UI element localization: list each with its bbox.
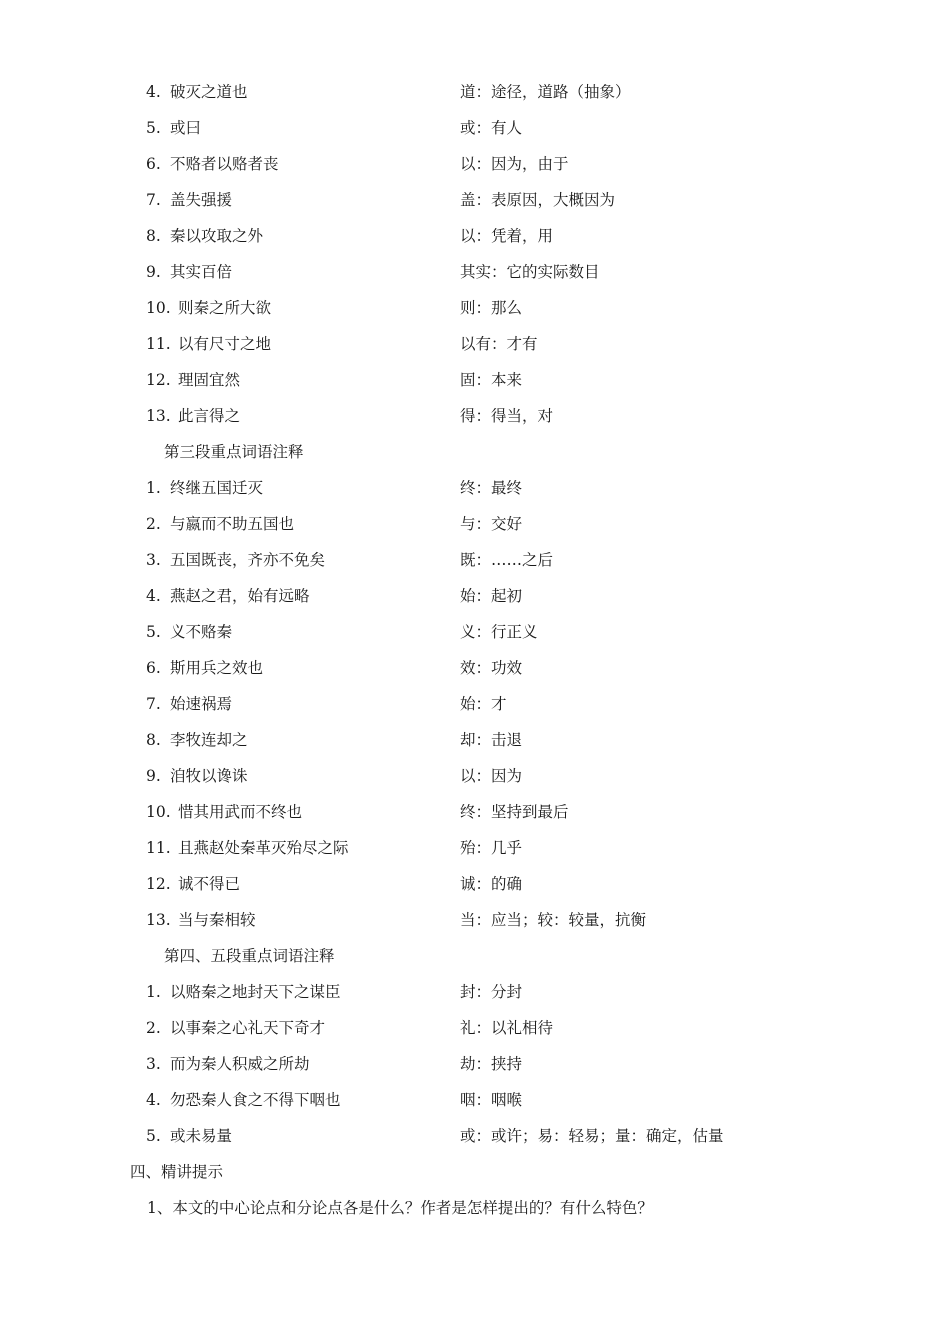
vocab-gloss: 以有：才有 (460, 335, 538, 353)
vocab-term-text: 而为秦人积威之所劫 (170, 1055, 310, 1073)
vocab-gloss: 礼：以礼相待 (460, 1019, 554, 1037)
vocab-term (146, 578, 310, 614)
vocab-term-text: 终继五国迁灭 (170, 479, 264, 497)
vocab-term-text: 破灭之道也 (170, 83, 248, 101)
vocab-term-text: 与嬴而不助五国也 (170, 515, 295, 533)
vocab-row (0, 326, 950, 362)
vocab-term (146, 866, 240, 902)
vocab-term (146, 1010, 325, 1046)
vocab-term (146, 1046, 310, 1082)
vocab-term-text: 李牧连却之 (170, 731, 248, 749)
vocab-gloss: 与：交好 (460, 515, 523, 533)
vocab-gloss: 固：本来 (460, 371, 523, 389)
vocab-term (146, 758, 248, 794)
vocab-gloss: 效：功效 (460, 659, 523, 677)
vocab-gloss: 或：有人 (460, 119, 523, 137)
vocab-term (146, 974, 341, 1010)
vocab-gloss: 殆：几乎 (460, 839, 523, 857)
vocab-gloss: 则：那么 (460, 299, 523, 317)
vocab-number: 5. (146, 623, 161, 641)
vocab-term-text: 诚不得已 (178, 875, 241, 893)
vocab-term (146, 1118, 232, 1154)
vocab-term-text: 勿恐秦人食之不得下咽也 (170, 1091, 341, 1109)
vocab-number: 11. (146, 839, 171, 857)
vocab-gloss: 始：起初 (460, 587, 523, 605)
vocab-term (146, 506, 294, 542)
vocab-term-text: 其实百倍 (170, 263, 233, 281)
vocab-term-text: 以事秦之心礼天下奇才 (170, 1019, 326, 1037)
section45-vocab-list (0, 974, 950, 1154)
vocab-term (146, 110, 201, 146)
vocab-row (0, 686, 950, 722)
vocab-row (0, 578, 950, 614)
vocab-term (146, 470, 263, 506)
vocab-term (146, 542, 325, 578)
vocab-row (0, 1082, 950, 1118)
vocab-row (0, 110, 950, 146)
vocab-number: 9. (146, 767, 161, 785)
vocab-term-text: 以有尺寸之地 (178, 335, 272, 353)
vocab-gloss: 诚：的确 (460, 875, 523, 893)
vocab-row (0, 506, 950, 542)
vocab-term (146, 902, 256, 938)
vocab-gloss: 却：击退 (460, 731, 523, 749)
vocab-row (0, 902, 950, 938)
vocab-term-text: 当与秦相较 (178, 911, 256, 929)
vocab-gloss: 劫：挟持 (460, 1055, 523, 1073)
vocab-term-text: 洎牧以谗诛 (170, 767, 248, 785)
vocab-term-text: 惜其用武而不终也 (178, 803, 303, 821)
vocab-row (0, 866, 950, 902)
vocab-term (146, 254, 232, 290)
vocab-gloss: 得：得当，对 (460, 407, 554, 425)
vocab-gloss: 终：最终 (460, 479, 523, 497)
vocab-gloss: 始：才 (460, 695, 507, 713)
vocab-number: 7. (146, 695, 161, 713)
vocab-gloss: 咽：咽喉 (460, 1091, 523, 1109)
vocab-term (146, 182, 232, 218)
heading-jingjiang: 四、精讲提示 (130, 1163, 224, 1181)
vocab-number: 8. (146, 731, 161, 749)
vocab-gloss: 道：途径，道路（抽象） (460, 83, 631, 101)
vocab-term-text: 且燕赵处秦革灭殆尽之际 (178, 839, 349, 857)
vocab-term (146, 686, 232, 722)
vocab-row (0, 758, 950, 794)
vocab-term (146, 1082, 341, 1118)
vocab-term (146, 614, 232, 650)
vocab-term-text: 始速祸焉 (170, 695, 233, 713)
vocab-gloss: 以：凭着，用 (460, 227, 554, 245)
vocab-term (146, 362, 240, 398)
vocab-term-text: 则秦之所大欲 (178, 299, 272, 317)
vocab-term (146, 326, 271, 362)
document-page (0, 74, 950, 1226)
vocab-term-text: 或曰 (170, 119, 202, 137)
vocab-number: 12. (146, 875, 171, 893)
vocab-row (0, 614, 950, 650)
vocab-gloss: 既：……之后 (460, 551, 554, 569)
vocab-row (0, 650, 950, 686)
vocab-row (0, 542, 950, 578)
vocab-number: 11. (146, 335, 171, 353)
vocab-number: 8. (146, 227, 161, 245)
vocab-number: 13. (146, 911, 171, 929)
vocab-row (0, 1046, 950, 1082)
vocab-term (146, 74, 248, 110)
vocab-term (146, 290, 271, 326)
vocab-term (146, 398, 240, 434)
vocab-row (0, 146, 950, 182)
vocab-row (0, 362, 950, 398)
vocab-row (0, 254, 950, 290)
section45-title: 第四、五段重点词语注释 (164, 947, 335, 965)
vocab-number: 12. (146, 371, 171, 389)
vocab-term-text: 燕赵之君，始有远略 (170, 587, 310, 605)
vocab-row (0, 1118, 950, 1154)
vocab-row (0, 974, 950, 1010)
vocab-term-text: 不赂者以赂者丧 (170, 155, 279, 173)
vocab-number: 2. (146, 515, 161, 533)
vocab-row (0, 290, 950, 326)
vocab-row (0, 470, 950, 506)
vocab-gloss: 盖：表原因，大概因为 (460, 191, 616, 209)
vocab-term-text: 斯用兵之效也 (170, 659, 264, 677)
vocab-row (0, 398, 950, 434)
vocab-number: 4. (146, 1091, 161, 1109)
vocab-term-text: 以赂秦之地封天下之谋臣 (170, 983, 341, 1001)
vocab-number: 2. (146, 1019, 161, 1037)
vocab-number: 4. (146, 587, 161, 605)
vocab-term-text: 义不赂秦 (170, 623, 233, 641)
section2-vocab-list (0, 74, 950, 434)
vocab-number: 1. (146, 983, 161, 1001)
vocab-number: 4. (146, 83, 161, 101)
vocab-number: 9. (146, 263, 161, 281)
vocab-number: 10. (146, 299, 171, 317)
vocab-number: 10. (146, 803, 171, 821)
vocab-term (146, 794, 302, 830)
vocab-term-text: 理固宜然 (178, 371, 241, 389)
vocab-number: 6. (146, 659, 161, 677)
vocab-term (146, 650, 263, 686)
vocab-term-text: 秦以攻取之外 (170, 227, 264, 245)
vocab-gloss: 当：应当；较：较量，抗衡 (460, 911, 647, 929)
vocab-row (0, 830, 950, 866)
vocab-term (146, 146, 279, 182)
vocab-term-text: 五国既丧，齐亦不免矣 (170, 551, 326, 569)
vocab-number: 1. (146, 479, 161, 497)
vocab-gloss: 其实：它的实际数目 (460, 263, 600, 281)
vocab-row (0, 1010, 950, 1046)
vocab-gloss: 终：坚持到最后 (460, 803, 569, 821)
vocab-gloss: 以：因为，由于 (460, 155, 569, 173)
vocab-number: 6. (146, 155, 161, 173)
vocab-row (0, 722, 950, 758)
vocab-row (0, 794, 950, 830)
vocab-row (0, 74, 950, 110)
vocab-row (0, 182, 950, 218)
vocab-term-text: 此言得之 (178, 407, 241, 425)
vocab-number: 13. (146, 407, 171, 425)
section3-title: 第三段重点词语注释 (164, 443, 304, 461)
question-1: 1、本文的中心论点和分论点各是什么？作者是怎样提出的？有什么特色？ (147, 1199, 653, 1217)
vocab-term (146, 722, 248, 758)
vocab-row (0, 218, 950, 254)
vocab-number: 5. (146, 1127, 161, 1145)
vocab-term (146, 830, 349, 866)
vocab-number: 7. (146, 191, 161, 209)
vocab-gloss: 以：因为 (460, 767, 523, 785)
vocab-number: 3. (146, 551, 161, 569)
vocab-gloss: 义：行正义 (460, 623, 538, 641)
vocab-term-text: 盖失强援 (170, 191, 233, 209)
vocab-number: 3. (146, 1055, 161, 1073)
vocab-number: 5. (146, 119, 161, 137)
vocab-term-text: 或未易量 (170, 1127, 233, 1145)
vocab-gloss: 封：分封 (460, 983, 523, 1001)
vocab-term (146, 218, 263, 254)
vocab-gloss: 或：或许；易：轻易；量：确定，估量 (460, 1127, 724, 1145)
section3-vocab-list (0, 470, 950, 938)
